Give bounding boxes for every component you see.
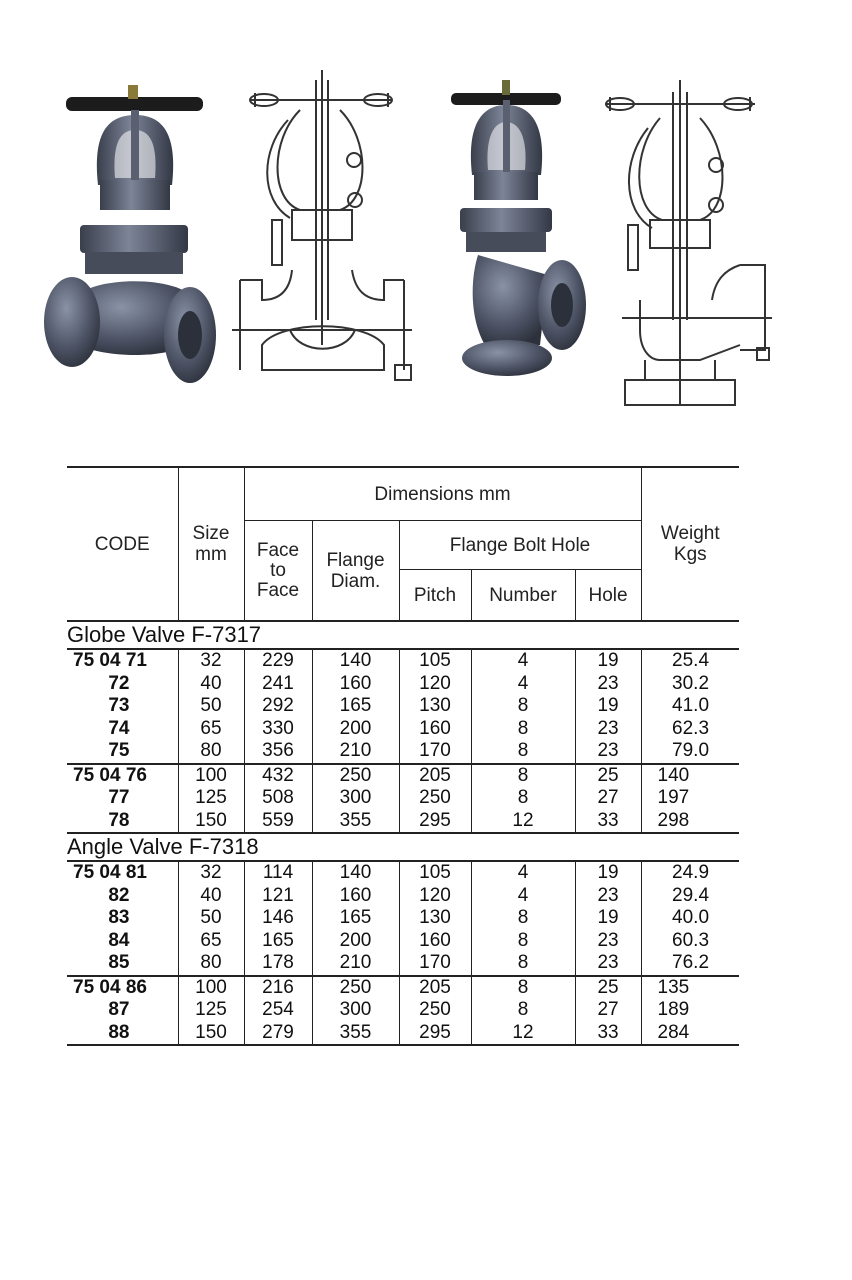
hole-value: 33	[597, 1021, 619, 1043]
cell-size	[178, 976, 244, 1046]
weight-value: 298	[657, 809, 690, 831]
flange-diam-value: 165	[339, 695, 372, 716]
face-to-face-value: 216	[262, 976, 294, 998]
weight-value: 140	[657, 764, 690, 786]
code-value: 75 04 71	[73, 650, 147, 671]
number-value: 8	[517, 999, 529, 1020]
face-to-face-value: 330	[262, 717, 294, 739]
col-header-number: Number	[471, 570, 575, 622]
globe-valve-photo	[44, 85, 216, 383]
hole-value: 25	[597, 764, 619, 786]
number-value: 4	[517, 884, 529, 906]
pitch-value: 250	[419, 999, 451, 1020]
face-to-face-value: 121	[262, 884, 294, 906]
code-value: 85	[108, 952, 130, 973]
table-row-group	[67, 861, 739, 976]
col-header-dimensions: Dimensions mm	[244, 467, 641, 521]
cell-flange-diam	[312, 976, 399, 1046]
hole-value: 19	[597, 650, 619, 671]
cell-code	[67, 764, 178, 834]
face-to-face-value: 178	[262, 952, 294, 973]
weight-value: 25.4	[672, 650, 710, 671]
hole-value: 19	[597, 695, 619, 716]
cell-code	[67, 976, 178, 1046]
col-header-hole: Hole	[575, 570, 641, 622]
pitch-value: 205	[419, 976, 451, 998]
flange-diam-value: 250	[339, 976, 372, 998]
cell-pitch	[399, 976, 471, 1046]
code-value: 84	[108, 929, 130, 951]
cell-number	[471, 649, 575, 764]
size-value: 65	[200, 929, 222, 951]
section-title-text: Angle Valve F-7318	[67, 834, 259, 859]
cell-size	[178, 649, 244, 764]
col-header-code: CODE	[67, 467, 178, 621]
flange-diam-value: 140	[339, 862, 372, 883]
size-value: 50	[200, 695, 222, 716]
face-to-face-value: 146	[262, 907, 294, 928]
cell-code	[67, 861, 178, 976]
flange-diam-value: 210	[339, 952, 372, 973]
size-value: 100	[195, 976, 227, 998]
cell-pitch	[399, 649, 471, 764]
code-value: 75 04 86	[73, 976, 147, 998]
pitch-value: 295	[419, 809, 451, 831]
cell-face-to-face	[244, 764, 312, 834]
number-value: 12	[512, 809, 534, 831]
weight-value: 30.2	[672, 672, 710, 694]
weight-value: 189	[657, 999, 690, 1020]
cell-hole	[575, 764, 641, 834]
angle-valve-drawing	[605, 80, 772, 405]
code-value: 74	[108, 717, 130, 739]
col-header-flange-bolt-hole: Flange Bolt Hole	[399, 521, 641, 570]
hole-value: 23	[597, 717, 619, 739]
table-row-group	[67, 976, 739, 1046]
number-value: 8	[517, 787, 529, 808]
cell-face-to-face	[244, 976, 312, 1046]
face-to-face-value: 292	[262, 695, 294, 716]
flange-diam-value: 210	[339, 740, 372, 761]
size-value: 100	[195, 764, 227, 786]
pitch-value: 105	[419, 862, 451, 883]
face-label-line3: Face	[256, 579, 300, 601]
pitch-value: 160	[419, 929, 451, 951]
section-title	[67, 833, 739, 861]
pitch-value: 205	[419, 764, 451, 786]
cell-number	[471, 764, 575, 834]
valve-spec-sheet	[67, 466, 739, 1046]
hole-value: 27	[597, 787, 619, 808]
col-header-size	[178, 467, 244, 621]
code-value: 75 04 76	[73, 764, 147, 786]
size-value: 150	[195, 1021, 227, 1043]
hole-value: 23	[597, 672, 619, 694]
face-to-face-value: 114	[262, 862, 294, 883]
pitch-value: 105	[419, 650, 451, 671]
number-value: 8	[517, 764, 529, 786]
number-value: 4	[517, 650, 529, 671]
flange-diam-value: 300	[339, 787, 372, 808]
hole-value: 25	[597, 976, 619, 998]
face-to-face-value: 559	[262, 809, 294, 831]
hole-value: 19	[597, 862, 619, 883]
face-to-face-value: 508	[262, 787, 294, 808]
size-value: 65	[200, 717, 222, 739]
section-title-row	[67, 621, 739, 649]
size-value: 40	[200, 884, 222, 906]
hole-value: 33	[597, 809, 619, 831]
number-value: 8	[517, 929, 529, 951]
flange-diam-value: 355	[339, 1021, 372, 1043]
cell-flange-diam	[312, 861, 399, 976]
hole-value: 23	[597, 952, 619, 973]
flange-diam-value: 200	[339, 929, 372, 951]
weight-value: 40.0	[672, 907, 710, 928]
cell-face-to-face	[244, 649, 312, 764]
face-to-face-value: 279	[262, 1021, 294, 1043]
globe-valve-drawing	[232, 70, 412, 380]
face-to-face-value: 356	[262, 740, 294, 761]
section-title-row	[67, 833, 739, 861]
hole-value: 23	[597, 929, 619, 951]
face-to-face-value: 241	[262, 672, 294, 694]
face-to-face-value: 165	[262, 929, 294, 951]
size-value: 80	[200, 740, 222, 761]
code-value: 75	[108, 740, 130, 761]
size-label-line1: Size	[192, 523, 230, 544]
col-header-flange-diam	[312, 521, 399, 622]
pitch-value: 120	[419, 884, 451, 906]
size-value: 50	[200, 907, 222, 928]
flange-label-line1: Flange	[326, 549, 385, 571]
hole-value: 23	[597, 884, 619, 906]
number-value: 8	[517, 952, 529, 973]
face-label-line2: to	[270, 559, 286, 581]
hole-value: 23	[597, 740, 619, 761]
cell-weight	[641, 649, 739, 764]
weight-value: 76.2	[672, 952, 710, 973]
face-to-face-value: 229	[262, 650, 294, 671]
size-value: 150	[195, 809, 227, 831]
flange-diam-value: 165	[339, 907, 372, 928]
table-row-group	[67, 764, 739, 834]
weight-label-line2: Kgs	[673, 544, 707, 565]
pitch-value: 130	[419, 695, 451, 716]
flange-diam-value: 355	[339, 809, 372, 831]
valve-illustrations	[0, 0, 852, 440]
code-value: 78	[108, 809, 130, 831]
number-value: 12	[512, 1021, 534, 1043]
size-value: 125	[195, 787, 227, 808]
cell-size	[178, 764, 244, 834]
flange-diam-value: 160	[339, 672, 372, 694]
flange-label-line2: Diam.	[330, 570, 381, 592]
code-value: 83	[108, 907, 130, 928]
code-value: 82	[108, 884, 130, 906]
pitch-value: 170	[419, 740, 451, 761]
pitch-value: 160	[419, 717, 451, 739]
pitch-value: 250	[419, 787, 451, 808]
number-value: 8	[517, 695, 529, 716]
number-value: 4	[517, 672, 529, 694]
hole-value: 19	[597, 907, 619, 928]
size-value: 32	[200, 862, 222, 883]
weight-value: 197	[657, 787, 690, 808]
code-value: 75 04 81	[73, 862, 147, 883]
number-value: 8	[517, 907, 529, 928]
valve-figures	[0, 0, 852, 440]
cell-pitch	[399, 764, 471, 834]
weight-value: 24.9	[672, 862, 710, 883]
weight-label-line1: Weight	[660, 523, 720, 544]
flange-diam-value: 300	[339, 999, 372, 1020]
number-value: 8	[517, 740, 529, 761]
code-value: 73	[108, 695, 130, 716]
code-value: 72	[108, 672, 130, 694]
cell-number	[471, 861, 575, 976]
flange-diam-value: 160	[339, 884, 372, 906]
angle-valve-photo	[451, 80, 586, 376]
number-value: 8	[517, 976, 529, 998]
face-label-line1: Face	[256, 539, 300, 561]
weight-value: 29.4	[672, 884, 710, 906]
table-header-row-1	[67, 467, 739, 521]
size-value: 80	[200, 952, 222, 973]
code-value: 87	[108, 999, 130, 1020]
number-value: 4	[517, 862, 529, 883]
cell-size	[178, 861, 244, 976]
weight-value: 41.0	[672, 695, 710, 716]
flange-diam-value: 140	[339, 650, 372, 671]
pitch-value: 120	[419, 672, 451, 694]
pitch-value: 130	[419, 907, 451, 928]
table-body	[67, 621, 739, 1045]
size-label-line2: mm	[195, 544, 227, 565]
weight-value: 79.0	[672, 740, 710, 761]
cell-flange-diam	[312, 649, 399, 764]
table-row-group	[67, 649, 739, 764]
weight-value: 135	[657, 976, 690, 998]
cell-number	[471, 976, 575, 1046]
pitch-value: 170	[419, 952, 451, 973]
cell-hole	[575, 649, 641, 764]
weight-value: 60.3	[672, 929, 710, 951]
cell-flange-diam	[312, 764, 399, 834]
section-title	[67, 621, 739, 649]
flange-diam-value: 250	[339, 764, 372, 786]
face-to-face-value: 254	[262, 999, 294, 1020]
size-value: 40	[200, 672, 222, 694]
hole-value: 27	[597, 999, 619, 1020]
col-header-face-to-face	[244, 521, 312, 622]
weight-value: 62.3	[672, 717, 710, 739]
cell-weight	[641, 764, 739, 834]
pitch-value: 295	[419, 1021, 451, 1043]
cell-pitch	[399, 861, 471, 976]
face-to-face-value: 432	[262, 764, 294, 786]
code-value: 77	[108, 787, 130, 808]
weight-value: 284	[657, 1021, 690, 1043]
cell-code	[67, 649, 178, 764]
col-header-pitch: Pitch	[399, 570, 471, 622]
cell-hole	[575, 976, 641, 1046]
col-header-weight	[641, 467, 739, 621]
cell-weight	[641, 976, 739, 1046]
cell-face-to-face	[244, 861, 312, 976]
cell-weight	[641, 861, 739, 976]
valve-spec-table	[67, 466, 739, 1046]
size-value: 125	[195, 999, 227, 1020]
section-title-text: Globe Valve F-7317	[67, 622, 262, 647]
flange-diam-value: 200	[339, 717, 372, 739]
size-value: 32	[200, 650, 222, 671]
number-value: 8	[517, 717, 529, 739]
cell-hole	[575, 861, 641, 976]
code-value: 88	[108, 1021, 130, 1043]
